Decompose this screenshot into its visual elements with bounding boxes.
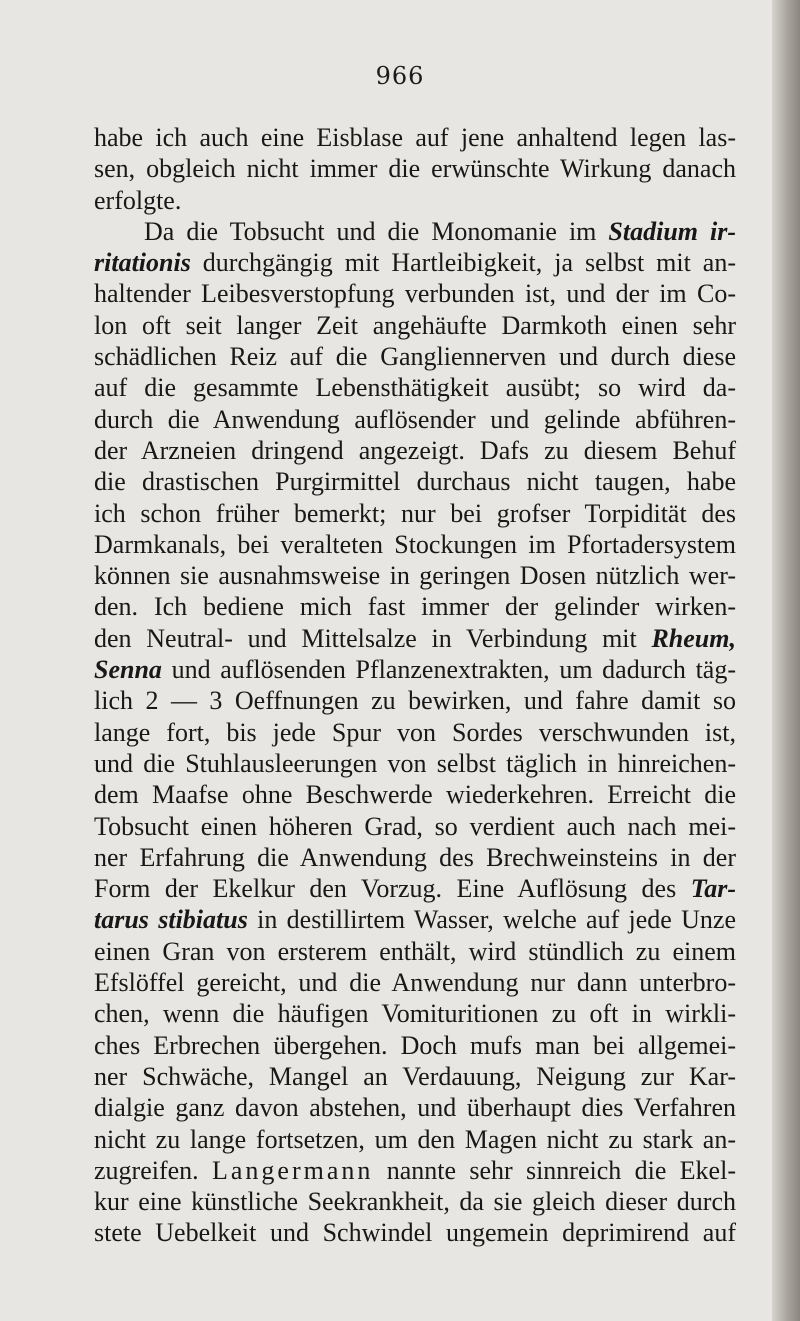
text-line: [94, 1061, 736, 1092]
text-line: [94, 717, 736, 748]
text-segment: einen Gran von ersterem enthält, wird stündlich zu einem: [94, 936, 736, 966]
text-segment: die drastischen Purgirmittel durchaus nicht taugen, habe: [94, 467, 736, 497]
text-segment: lon oft seit langer Zeit angehäufte Darmkoth einen sehr: [94, 310, 736, 340]
text-line: [94, 904, 736, 935]
text-line: [94, 466, 736, 497]
text-segment: nicht zu lange fortsetzen, um den Magen nicht zu stark an-: [94, 1124, 736, 1154]
page-edge-shadow: [772, 0, 800, 1321]
text-segment: zugreifen.: [94, 1155, 212, 1185]
text-segment: in destillirtem Wasser, welche auf jede Unze: [247, 905, 737, 935]
italic-term: Tar-: [690, 874, 736, 904]
text-segment: schädlichen Reiz auf die Gangliennerven und durch diese: [94, 342, 736, 372]
text-line: [94, 623, 736, 654]
spaced-name: Langermann: [211, 1155, 374, 1185]
text-line: [94, 1124, 736, 1155]
italic-term: ritationis: [94, 248, 191, 278]
text-segment: ner Erfahrung die Anwendung des Brechweinsteins in der: [94, 842, 736, 872]
text-line: [94, 748, 736, 779]
text-segment: chen, wenn die häufigen Vomituritionen zu oft in wirkli-: [94, 999, 736, 1029]
text-line: [94, 498, 736, 529]
text-segment: ich schon früher bemerkt; nur bei grofser Torpidität des: [94, 498, 736, 528]
italic-term: Senna: [94, 655, 162, 685]
text-segment: ner Schwäche, Mangel an Verdauung, Neigung zur Kar-: [94, 1061, 736, 1091]
text-line: [94, 685, 736, 716]
text-segment: den. Ich bediene mich fast immer der gelinder wirken-: [94, 592, 736, 622]
italic-term: Stadium ir-: [608, 216, 736, 246]
text-segment: ches Erbrechen übergehen. Doch mufs man bei allgemei-: [94, 1030, 736, 1060]
text-line: [94, 404, 736, 435]
text-segment: und auflösenden Pflanzenextrakten, um dadurch täg-: [161, 655, 736, 685]
text-segment: und die Stuhlausleerungen von selbst täglich in hinreichen-: [94, 748, 736, 778]
text-line: [94, 1092, 736, 1123]
text-line: [94, 560, 736, 591]
text-segment: dialgie ganz davon abstehen, und überhaupt dies Verfahren: [94, 1093, 736, 1123]
text-segment: Darmkanals, bei veralteten Stockungen im Pfortadersystem: [94, 529, 736, 559]
text-line: [94, 779, 736, 810]
italic-term: tarus stibiatus: [94, 905, 248, 935]
text-line: [94, 278, 736, 309]
text-segment: der Arzneien dringend angezeigt. Dafs zu diesem Behuf: [94, 435, 736, 465]
text-line: [94, 372, 736, 403]
text-line: [94, 216, 736, 247]
text-segment: habe ich auch eine Eisblase auf jene anhaltend legen las-: [94, 123, 736, 152]
text-segment: haltender Leibesverstopfung verbunden ist, und der im Co-: [94, 279, 736, 309]
text-line: [94, 967, 736, 998]
text-segment: erfolgte.: [94, 185, 182, 215]
text-segment: den Neutral- und Mittelsalze in Verbindung mit: [94, 623, 652, 653]
text-line: [94, 185, 736, 216]
text-segment: lange fort, bis jede Spur von Sordes verschwunden ist,: [94, 717, 736, 747]
text-line: [94, 122, 736, 153]
text-segment: auf die gesammte Lebensthätigkeit ausübt; so wird da-: [94, 373, 736, 403]
text-segment: kur eine künstliche Seekrankheit, da sie gleich dieser durch: [94, 1187, 736, 1217]
text-line: [94, 1155, 736, 1186]
text-line: [94, 842, 736, 873]
text-segment: sen, obgleich nicht immer die erwünschte Wirkung danach: [94, 154, 736, 184]
text-line: [94, 247, 736, 278]
text-segment: Efslöffel gereicht, und die Anwendung nur dann unterbro-: [94, 968, 736, 998]
text-line: [94, 811, 736, 842]
text-segment: durch die Anwendung auflösender und gelinde abführen-: [94, 404, 736, 434]
text-segment: Tobsucht einen höheren Grad, so verdient auch nach mei-: [94, 811, 736, 841]
text-line: [94, 1217, 736, 1248]
text-segment: können sie ausnahmsweise in geringen Dosen nützlich wer-: [94, 561, 736, 591]
text-line: [94, 936, 736, 967]
text-segment: lich 2 — 3 Oeffnungen zu bewirken, und fahre damit so: [94, 686, 736, 716]
text-line: [94, 998, 736, 1029]
text-line: [94, 153, 736, 184]
text-segment: durchgängig mit Hartleibigkeit, ja selbst mit an-: [190, 248, 736, 278]
text-line: [94, 310, 736, 341]
text-line: [94, 1186, 736, 1217]
text-line: [94, 341, 736, 372]
text-line: [94, 873, 736, 904]
text-line: [94, 591, 736, 622]
text-segment: Form der Ekelkur den Vorzug. Eine Auflösung des: [94, 874, 691, 904]
text-line: [94, 654, 736, 685]
text-line: [94, 435, 736, 466]
italic-term: Rheum,: [651, 623, 736, 653]
text-segment: Da die Tobsucht und die Monomanie im: [144, 216, 609, 246]
text-segment: nannte sehr sinnreich die Ekel-: [373, 1155, 736, 1185]
text-segment: stete Uebelkeit und Schwindel ungemein deprimirend auf: [94, 1218, 736, 1248]
text-line: [94, 1030, 736, 1061]
text-segment: dem Maafse ohne Beschwerde wiederkehren. Erreicht die: [94, 780, 736, 810]
text-line: [94, 529, 736, 560]
body-text: [94, 122, 736, 1249]
page-number: 966: [375, 62, 425, 90]
